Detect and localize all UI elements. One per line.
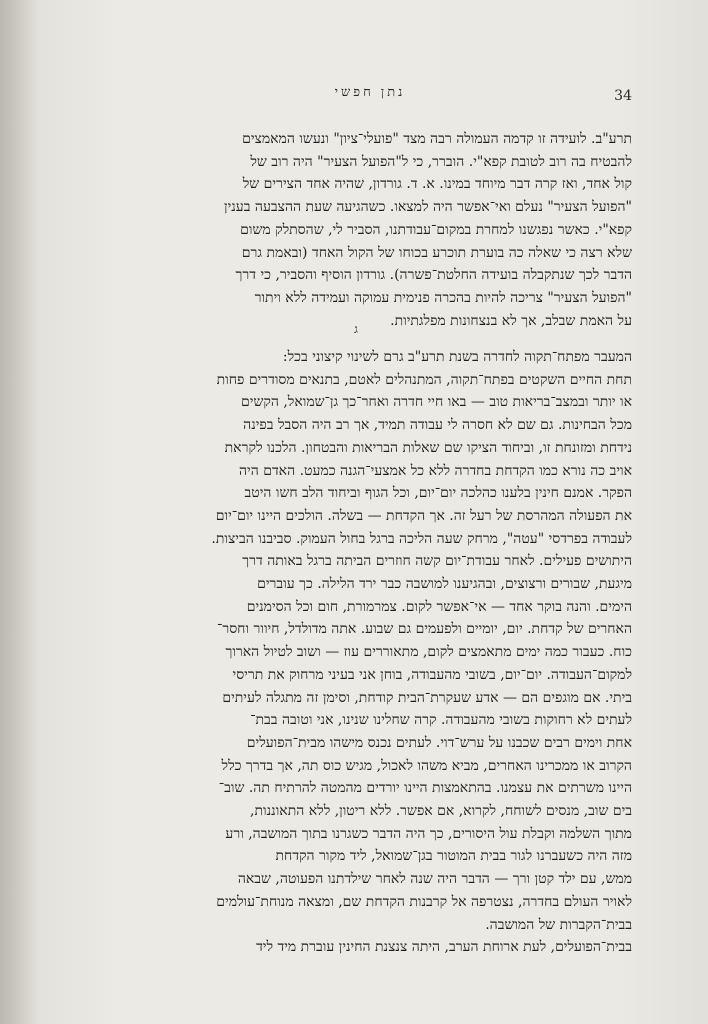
text-line: בבית־הפועלים, לעת ארוחת הערב, היתה צנצנת החינין עוברת מיד ליד bbox=[256, 939, 632, 956]
page-header bbox=[80, 84, 632, 106]
text-line: תחת החיים השקטים בפתח־תקוה, המתנהלים לאטם, בתנאים מסודרים פחות bbox=[216, 371, 632, 388]
text-line: היינו משרתים את עצמנו. בהתאמצות היינו יורדים מהמטה להרתיח תה. שוב־ bbox=[218, 780, 632, 797]
text-line: המעבר מפתח־תקוה לחדרה בשנת תרע"ב גרם לשינוי קיצוני בכל: bbox=[282, 349, 632, 365]
text-line: בבית־הקברות של המושבה. bbox=[485, 916, 632, 933]
section-marker: ג bbox=[354, 322, 358, 336]
text-line: הפקר. אמנם חינין בלענו כהלכה יום־יום, וכל הגוף וביחוד הלב חשו היטב bbox=[244, 485, 632, 502]
text-line: מתוך השלמה וקבלת עול היסורים, כך היה הדבר כשגרנו בתוך המושבה, ורע bbox=[225, 825, 632, 842]
text-line: הימים. והנה בוקר אחד — אי־אפשר לקום. צמרמורת, חום וכל הסימנים bbox=[246, 598, 632, 615]
text-line: ביתי. אם מוגפים הם — אדע שעקרת־הבית קודחת, וסימן זה מתגלה לעיתים bbox=[222, 689, 632, 706]
text-line: נידחת ומזונחת זו, וביחוד הציקו שם שאלות הבריאות והבטחון. הלכנו לקראת bbox=[224, 439, 632, 456]
text-line: האחרים של קדחת. יום, יומיים ולפעמים גם שבוע. אתה מדולדל, חיוור וחסר־ bbox=[216, 621, 632, 638]
text-line: לעתים לא רחוקות בשובי מהעבודה. קרה שחלינו שנינו, אני וטובה בבת־ bbox=[250, 712, 632, 729]
text-line: בים שוב, מנסים לשוחח, לקרוא, אם אפשר. ללא ריטון, ללא התאוננות, bbox=[250, 803, 632, 820]
text-line: שלא רצה כי שאלה כה בוערת תוכרע בכוחו של הקול האחד (ובאמת גרם bbox=[241, 244, 632, 261]
text-line: תרע"ב. לועידה זו קדמה העמולה רבה מצד "פועלי־ציון" ונעשו המאמצים bbox=[242, 131, 632, 147]
text-line: "הפועל הצעיר" נעלם ואי־אפשר היה למצאו. כשהגיעה שעת ההצבעה בענין bbox=[224, 199, 632, 216]
page-number: 34 bbox=[614, 88, 632, 104]
text-line: מכל הבחינות. גם שם לא חסרה לי עבודה תמיד, אך רב היה הסבל בפינה bbox=[243, 417, 632, 434]
text-line: על האמת שבלב, אך לא בנצחונות מפלגתיות. bbox=[390, 312, 632, 329]
text-line: מיגעת, שבורים ורצוצים, ובהגיענו למושבה כבר ירד הלילה. כך עוברים bbox=[257, 576, 632, 593]
text-line: היתושים פעילים. לאחר עבודת־יום קשה חוזרים הביתה ברגל באותה דרך bbox=[242, 553, 632, 570]
text-line: או יותר ובמצב־בריאות טוב — באו חיי חדרה ואחר־כך גן־שמואל, הקשים bbox=[241, 394, 632, 411]
text-line: קפא"י. כאשר נפגשנו למחרת במקום־עבודתנו, הסביר לי, שהסתלק משום bbox=[240, 221, 632, 238]
running-head: נתן חפשי bbox=[334, 85, 406, 100]
text-line: הדבר לכך שנתקבלה בועידה החלטת־פשרה). גורדון הוסיף והסביר, כי דרך bbox=[235, 267, 632, 284]
paragraph-2 bbox=[80, 346, 632, 959]
text-line: מזה היה כשעברנו לגור בבית המוטור בגן־שמואל, ליד מקור הקדחת bbox=[275, 848, 632, 865]
text-line: למקום־העבודה. יום־יום, בשובי מהעבודה, בוחן אני בעיני מרחוק את תריסי bbox=[232, 666, 632, 683]
text-line: אויב כה נורא כמו הקדחת בחדרה ללא כל אמצעי־הגנה כמעט. האדם היה bbox=[238, 462, 632, 479]
text-line: להבטיח בה רוב לטובת קפא"י. הוברר, כי ל"הפועל הצעיר" היה רוב של bbox=[250, 153, 632, 170]
text-line: קול אחד, ואז קרה דבר מיוחד במינו. א. ד. גורדון, שהיה אחד הצירים של bbox=[242, 176, 632, 193]
text-line: לאויר העולם בחדרה, נצטרפה אל קרבנות הקדחת שם, ומצאה מנוחת־עולמים bbox=[216, 893, 632, 910]
text-line: כוח. כעבור כמה ימים מתאמצים לקום, מתאוררים עוז — ושוב לטיול הארוך bbox=[225, 644, 632, 661]
text-line: ממש, עם ילד קטן ורך — הדבר היה שנה לאחר שילדתנו הפעוטה, שבאה bbox=[237, 871, 632, 888]
text-line: "הפועל הצעיר" צריכה להיות בהכרה פנימית עמוקה ועמידה ללא ויתור bbox=[254, 289, 632, 306]
text-line: את הפעולה המהרסת של רעל זה. אך הקדחת — בשלה. הולכים היינו יום־יום bbox=[215, 507, 632, 524]
text-line: הקרוב או ממכרינו האחרים, מביא משהו לאכול, מגיש כוס תה, אך בדרך כלל bbox=[221, 757, 632, 774]
text-line: לעבודה בפרדסי "עטה", מרחק שעה הליכה ברגל בחול העמוק. סביבנו הביצות. bbox=[211, 530, 632, 547]
text-line: אחת וימים רבים שכבנו על ערש־דוי. לעתים נכנס מישהו מבית־הפועלים bbox=[246, 734, 632, 751]
paragraph-1 bbox=[80, 128, 632, 332]
